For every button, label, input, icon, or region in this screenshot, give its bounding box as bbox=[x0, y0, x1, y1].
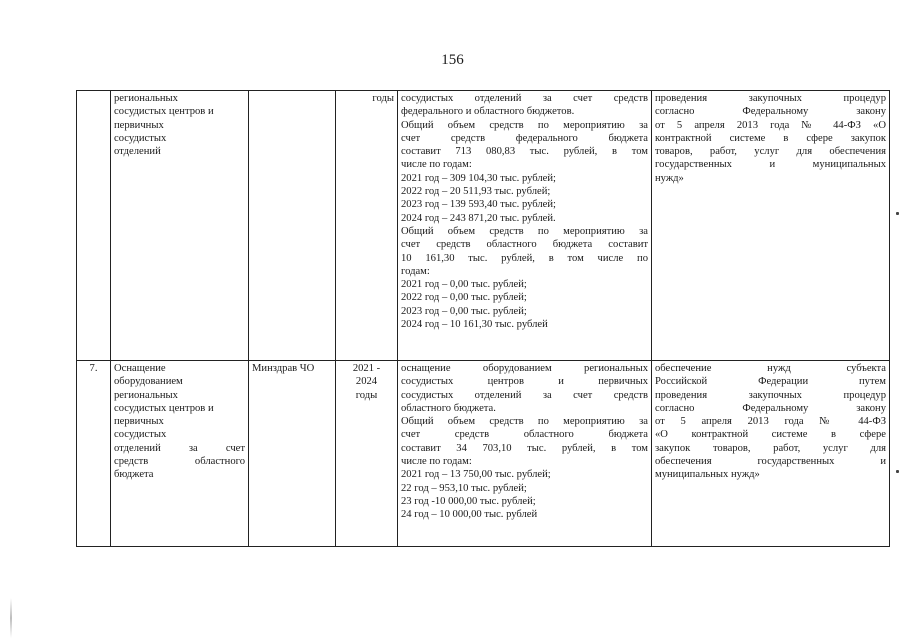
table-row bbox=[77, 91, 890, 361]
text-line: первичных bbox=[114, 119, 164, 131]
text-line: счет средств федерального бюджета bbox=[401, 132, 648, 144]
text-line: 23 год -10 000,00 тыс. рублей; bbox=[401, 495, 536, 507]
legal-basis-cell bbox=[652, 91, 890, 361]
text-line: сосудистых центров и bbox=[114, 402, 214, 414]
text-line: составит 34 703,10 тыс. рублей, в том bbox=[401, 442, 648, 454]
text-line: 2021 год – 309 104,30 тыс. рублей; bbox=[401, 172, 557, 184]
text-line: первичных bbox=[114, 416, 164, 428]
text-line: областного бюджета. bbox=[401, 402, 496, 414]
page-number: 156 bbox=[441, 52, 464, 68]
text-line: Российской Федерации путем bbox=[655, 376, 886, 388]
text-line: сосудистых отделений за счет средств bbox=[401, 389, 648, 401]
text-line: бюджета bbox=[114, 469, 154, 481]
text-line: годы bbox=[355, 389, 378, 401]
measures-table bbox=[76, 90, 890, 547]
text-line: средств областного bbox=[114, 456, 245, 468]
text-line: сосудистых центров и bbox=[114, 106, 214, 118]
text-line: Общий объем средств по мероприятию за bbox=[401, 225, 648, 237]
text-line: счет средств областного бюджета bbox=[401, 429, 648, 441]
term-cell bbox=[336, 361, 398, 547]
text-line: федерального и областного бюджетов. bbox=[401, 106, 575, 118]
text-line: Общий объем средств по мероприятию за bbox=[401, 119, 648, 131]
text-line: сосудистых отделений за счет средств bbox=[401, 93, 648, 104]
term-cell bbox=[336, 91, 398, 361]
text-line: счет средств областного бюджета составит bbox=[401, 239, 648, 251]
legal-basis-cell bbox=[652, 361, 890, 547]
text-line: закупок товаров, работ, услуг для bbox=[655, 442, 886, 454]
row-number-cell bbox=[77, 91, 111, 361]
text-line: составит 713 080,83 тыс. рублей, в том bbox=[401, 146, 648, 158]
text-line: обеспечения государственных и bbox=[655, 456, 886, 468]
text-line: 2021 год – 0,00 тыс. рублей; bbox=[401, 279, 527, 291]
text-line: 2021 год – 13 750,00 тыс. рублей; bbox=[401, 469, 551, 481]
text-line: товаров, работ, услуг для обеспечения bbox=[655, 146, 886, 158]
text-line: проведения закупочных процедур bbox=[655, 389, 886, 401]
text-line: 10 161,30 тыс. рублей, в том числе по bbox=[401, 252, 648, 264]
text-line: отделений bbox=[114, 146, 161, 158]
text-line: государственных и муниципальных bbox=[655, 159, 886, 171]
text-line: годам: bbox=[401, 265, 430, 277]
text-line: 2023 год – 139 593,40 тыс. рублей; bbox=[401, 199, 557, 211]
scan-edge-artifact bbox=[10, 598, 12, 638]
executor-cell bbox=[249, 91, 336, 361]
measure-name-cell bbox=[111, 361, 249, 547]
text-line: годы bbox=[372, 93, 394, 104]
text-line: отделений за счет bbox=[114, 442, 245, 454]
text-line: числе по годам: bbox=[401, 456, 472, 468]
text-line: «О контрактной системе в сфере bbox=[655, 429, 886, 441]
description-cell bbox=[398, 361, 652, 547]
text-line: 22 год – 953,10 тыс. рублей; bbox=[401, 482, 527, 494]
text-line: 2024 bbox=[355, 376, 378, 388]
text-line: проведения закупочных процедур bbox=[655, 93, 886, 104]
row-number-cell: 7. bbox=[77, 361, 111, 547]
text-line: региональных bbox=[114, 93, 178, 104]
text-line: 2022 год – 0,00 тыс. рублей; bbox=[401, 292, 527, 304]
text-line: сосудистых bbox=[114, 429, 167, 441]
text-line: оснащение оборудованием региональных bbox=[401, 363, 648, 374]
text-line: 2024 год – 10 161,30 тыс. рублей bbox=[401, 319, 548, 331]
text-line: оборудованием bbox=[114, 376, 183, 388]
text-line: от 5 апреля 2013 года № 44-ФЗ bbox=[655, 416, 886, 428]
description-cell bbox=[398, 91, 652, 361]
text-line: нужд» bbox=[655, 172, 684, 184]
text-line: Общий объем средств по мероприятию за bbox=[401, 416, 648, 428]
text-line: сосудистых центров и первичных bbox=[401, 376, 648, 388]
text-line: Оснащение bbox=[114, 363, 166, 374]
text-line: муниципальных нужд» bbox=[655, 469, 760, 481]
scan-speck bbox=[896, 470, 899, 473]
executor-cell: Минздрав ЧО bbox=[249, 361, 336, 547]
text-line: 2024 год – 243 871,20 тыс. рублей. bbox=[401, 212, 556, 224]
scan-speck bbox=[896, 212, 899, 215]
text-line: 2022 год – 20 511,93 тыс. рублей; bbox=[401, 186, 551, 198]
text-line: сосудистых bbox=[114, 132, 167, 144]
measure-name-cell bbox=[111, 91, 249, 361]
text-line: согласно Федеральному закону bbox=[655, 106, 886, 118]
text-line: контрактной системе в сфере закупок bbox=[655, 132, 886, 144]
text-line: обеспечение нужд субъекта bbox=[655, 363, 886, 374]
table-row bbox=[77, 361, 890, 547]
text-line: 2021 - bbox=[352, 363, 381, 374]
text-line: от 5 апреля 2013 года № 44-ФЗ «О bbox=[655, 119, 886, 131]
text-line: согласно Федеральному закону bbox=[655, 402, 886, 414]
text-line: 24 год – 10 000,00 тыс. рублей bbox=[401, 509, 538, 521]
text-line: 2023 год – 0,00 тыс. рублей; bbox=[401, 305, 527, 317]
text-line: региональных bbox=[114, 389, 178, 401]
text-line: числе по годам: bbox=[401, 159, 472, 171]
